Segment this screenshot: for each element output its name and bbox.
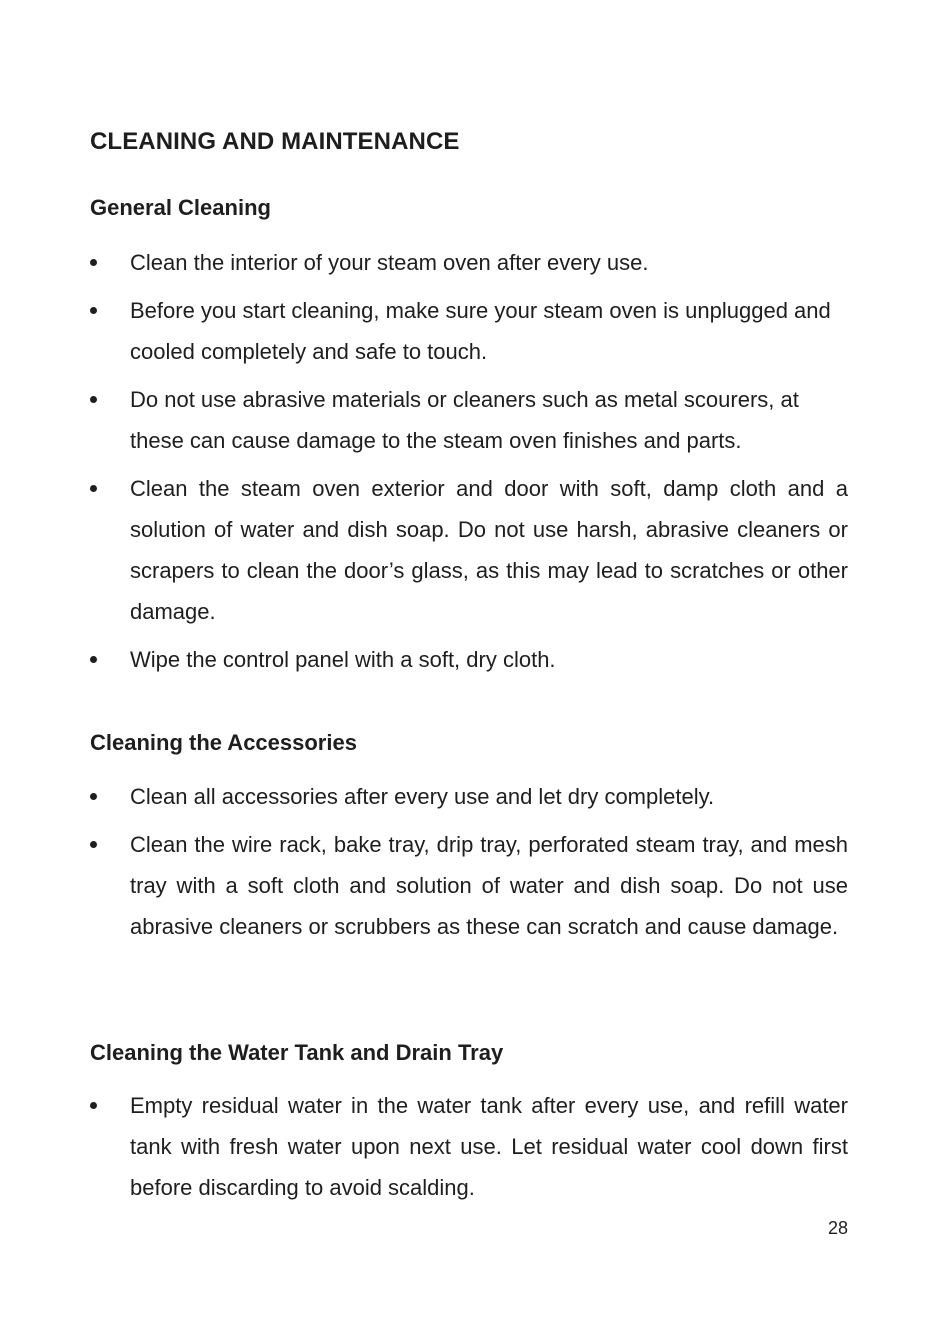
bullet-icon bbox=[90, 656, 97, 663]
accessories-list bbox=[90, 776, 848, 954]
water-tank-list bbox=[90, 1085, 848, 1215]
bullet-icon bbox=[90, 485, 97, 492]
list-item bbox=[90, 639, 848, 680]
list-item-text: Do not use abrasive materials or cleaners such as metal scourers, at these can cause damage to the steam oven finishes and parts. bbox=[130, 387, 799, 453]
section-heading-general-cleaning: General Cleaning bbox=[90, 195, 271, 220]
list-item-text: Before you start cleaning, make sure your steam oven is unplugged and cooled completely and safe to touch. bbox=[130, 298, 831, 364]
list-item-text: Clean the steam oven exterior and door with soft, damp cloth and a solution of water and dish soap. Do not use harsh, abrasive cleaners or scrapers to clean the door’s glass, as this may lead to scratches or other damage. bbox=[130, 476, 848, 624]
bullet-icon bbox=[90, 396, 97, 403]
list-item bbox=[90, 1085, 848, 1208]
section-heading-accessories: Cleaning the Accessories bbox=[90, 730, 357, 755]
list-item bbox=[90, 379, 848, 461]
list-item-text: Clean the wire rack, bake tray, drip tray, perforated steam tray, and mesh tray with a soft cloth and solution of water and dish soap. Do not use abrasive cleaners or scrubbers as these can scratch and cause damage. bbox=[130, 832, 848, 939]
list-item-text: Wipe the control panel with a soft, dry cloth. bbox=[130, 647, 556, 672]
section-heading-water-tank: Cleaning the Water Tank and Drain Tray bbox=[90, 1040, 504, 1065]
list-item-text: Clean all accessories after every use and let dry completely. bbox=[130, 784, 715, 809]
bullet-icon bbox=[90, 259, 97, 266]
list-item bbox=[90, 242, 848, 283]
bullet-icon bbox=[90, 307, 97, 314]
bullet-icon bbox=[90, 841, 97, 848]
list-item-text: Clean the interior of your steam oven after every use. bbox=[130, 250, 649, 275]
list-item bbox=[90, 824, 848, 947]
bullet-icon bbox=[90, 793, 97, 800]
page-number: 28 bbox=[827, 1218, 848, 1238]
bullet-icon bbox=[90, 1102, 97, 1109]
list-item bbox=[90, 776, 848, 817]
general-cleaning-list bbox=[90, 242, 848, 687]
list-item-text: Empty residual water in the water tank after every use, and refill water tank with fresh water upon next use. Let residual water cool down first before discarding to avoid scalding. bbox=[130, 1093, 848, 1200]
page-title: CLEANING AND MAINTENANCE bbox=[90, 128, 460, 155]
list-item bbox=[90, 468, 848, 632]
list-item bbox=[90, 290, 848, 372]
